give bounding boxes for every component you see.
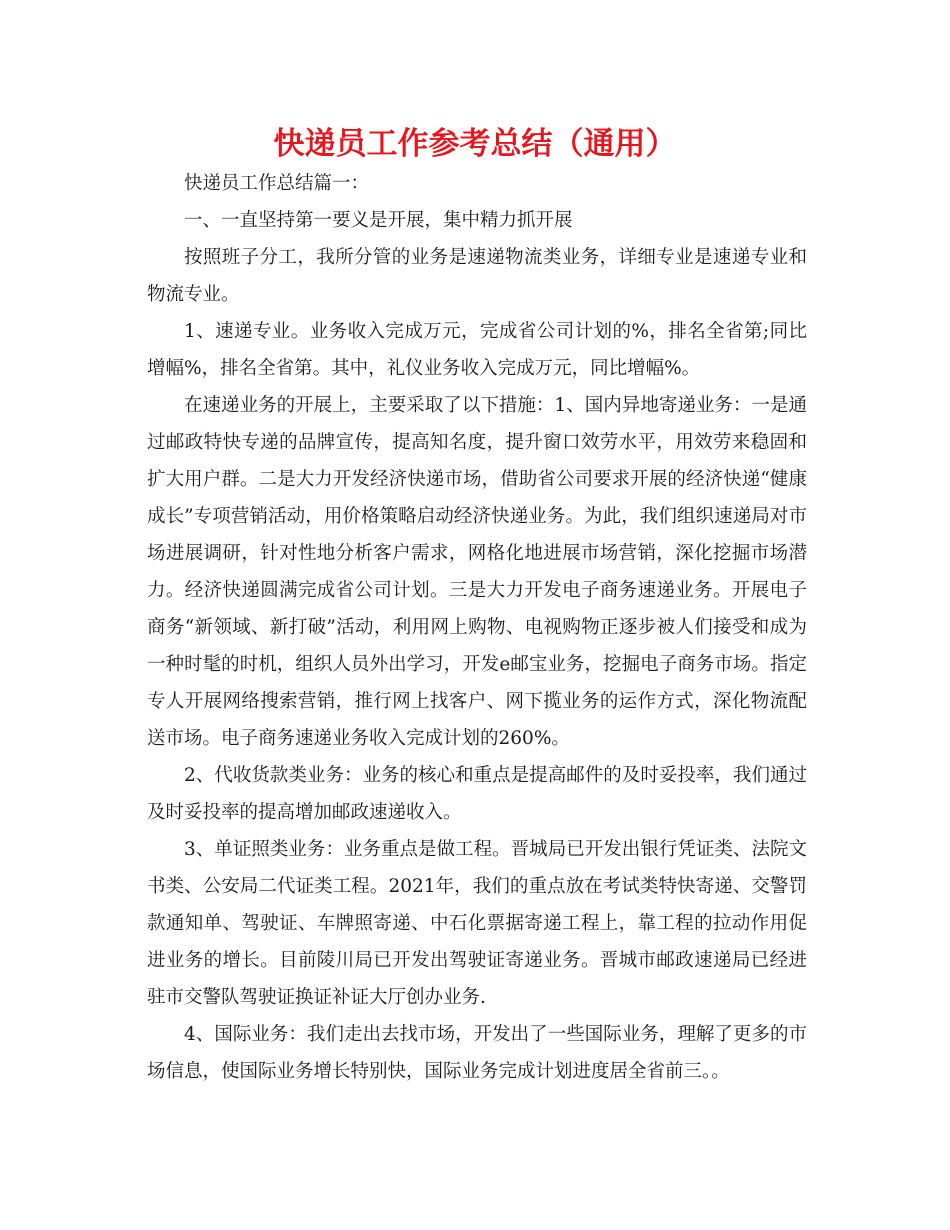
document-body — [147, 165, 807, 1090]
paragraph-division: 按照班子分工，我所分管的业务是速递物流类业务，详细专业是速递专业和物流专业。 — [147, 247, 807, 305]
paragraph-documents: 3、单证照类业务：业务重点是做工程。晋城局已开发出银行凭证类、法院文书类、公安局二代证类工程。2021年，我们的重点放在考试类特快寄递、交警罚款通知单、驾驶证、车牌照寄递、中石化票据寄递工程上，靠工程的拉动作用促进业务的增长。目前陵川局已开发出驾驶证寄递业务。晋城市邮政速递局已经进驻市交警队驾驶证换证补证大厅创办业务. — [147, 839, 807, 1008]
paragraph-measures: 在速递业务的开展上，主要采取了以下措施：1、国内异地寄递业务：一是通过邮政特快专递的品牌宣传，提高知名度，提升窗口效劳水平，用效劳来稳固和扩大用户群。二是大力开发经济快递市场，借助省公司要求开展的经济快递“健康成长”专项营销活动，用价格策略启动经济快递业务。为此，我们组织速递局对市场进展调研，针对性地分析客户需求，网格化地进展市场营销，深化挖掘市场潜力。经济快递圆满完成省公司计划。三是大力开发电子商务速递业务。开展电子商务“新领域、新打破”活动，利用网上购物、电视购物正逐步被人们接受和成为一种时髦的时机，组织人员外出学习，开发e邮宝业务，挖掘电子商务市场。指定专人开展网络搜索营销，推行网上找客户、网下揽业务的运作方式，深化物流配送市场。电子商务速递业务收入完成计划的260%。 — [147, 395, 807, 749]
paragraph-intro: 快递员工作总结篇一： — [184, 173, 370, 194]
paragraph-express: 1、速递专业。业务收入完成万元，完成省公司计划的%，排名全省第;同比增幅%，排名全省第。其中，礼仪业务收入完成万元，同比增幅%。 — [147, 321, 807, 379]
paragraph-international: 4、国际业务：我们走出去找市场，开发出了一些国际业务，理解了更多的市场信息，使国际业务增长特别快，国际业务完成计划进度居全省前三。。 — [147, 1024, 807, 1082]
paragraph-cod: 2、代收货款类业务：业务的核心和重点是提高邮件的及时妥投率，我们通过及时妥投率的提高增加邮政速递收入。 — [147, 765, 807, 823]
paragraph-heading-1: 一、一直坚持第一要义是开展，集中精力抓开展 — [184, 210, 573, 231]
document-title: 快递员工作参考总结（通用） — [273, 126, 677, 162]
